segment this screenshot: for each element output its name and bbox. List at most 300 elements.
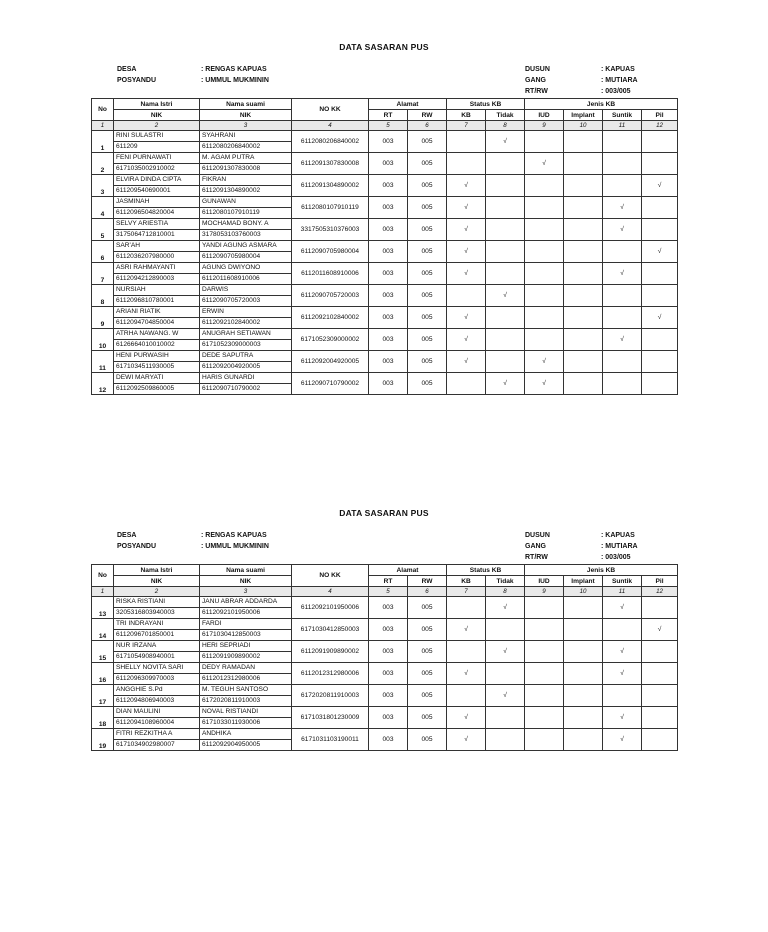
table-row	[92, 707, 678, 718]
nik-istri: 6171034902980007	[114, 740, 200, 751]
rw-value: 005	[408, 641, 447, 663]
rw-value: 005	[408, 263, 447, 285]
row-number: 2	[92, 153, 114, 175]
col-number: 6	[408, 121, 447, 131]
implant-check	[564, 175, 603, 197]
gang-label: GANG	[525, 77, 546, 84]
nik-suami: 6112090710790002	[200, 384, 292, 395]
nama-istri: ATRHA NAWANG. W	[114, 329, 200, 340]
nama-istri: FENI PURNAWATI	[114, 153, 200, 164]
table-row	[92, 329, 678, 340]
suntik-check: √	[603, 729, 642, 751]
table-row	[92, 241, 678, 252]
rtrw-label: RT/RW	[525, 554, 548, 561]
kb-check: √	[447, 329, 486, 351]
kb-check: √	[447, 619, 486, 641]
col-number: 11	[603, 587, 642, 597]
col-number: 10	[564, 587, 603, 597]
col-header-tidak: Tidak	[486, 576, 525, 587]
no-kk: 6112012312980006	[292, 663, 369, 685]
rtrw-value: : 003/005	[601, 88, 631, 95]
col-header-pil: Pil	[642, 576, 678, 587]
rw-value: 005	[408, 685, 447, 707]
nama-suami: HARIS GUNARDI	[200, 373, 292, 384]
suntik-check: √	[603, 707, 642, 729]
col-header-kb: KB	[447, 576, 486, 587]
nik-istri: 611209	[114, 142, 200, 153]
nik-suami: 6112012312980006	[200, 674, 292, 685]
rw-value: 005	[408, 285, 447, 307]
implant-check	[564, 153, 603, 175]
col-header-suntik: Suntik	[603, 576, 642, 587]
nik-suami: 6112090705720003	[200, 296, 292, 307]
kb-check: √	[447, 729, 486, 751]
rt-value: 003	[369, 241, 408, 263]
kb-check	[447, 685, 486, 707]
col-header-nama-istri: Nama Istri	[114, 99, 200, 110]
no-kk: 6171030412850003	[292, 619, 369, 641]
col-header-pil: Pil	[642, 110, 678, 121]
posyandu-label: POSYANDU	[117, 543, 157, 550]
info-left	[117, 64, 269, 86]
nama-suami: ERWIN	[200, 307, 292, 318]
tidak-check: √	[486, 641, 525, 663]
rw-value: 005	[408, 329, 447, 351]
col-number: 7	[447, 587, 486, 597]
desa-label: DESA	[117, 66, 137, 73]
pil-check	[642, 263, 678, 285]
tidak-check: √	[486, 597, 525, 619]
tidak-check	[486, 729, 525, 751]
kb-check: √	[447, 175, 486, 197]
row-number: 4	[92, 197, 114, 219]
suntik-check: √	[603, 597, 642, 619]
nama-istri: SHELLY NOVITA SARI	[114, 663, 200, 674]
tidak-check	[486, 619, 525, 641]
posyandu-value: : UMMUL MUKMININ	[201, 77, 269, 84]
nama-istri: RINI SULASTRI	[114, 131, 200, 142]
tidak-check	[486, 263, 525, 285]
pil-check	[642, 153, 678, 175]
nama-suami: JANU ABRAR ADDARDA	[200, 597, 292, 608]
implant-check	[564, 307, 603, 329]
nama-suami: DARWIS	[200, 285, 292, 296]
iud-check	[525, 263, 564, 285]
rt-value: 003	[369, 307, 408, 329]
row-number: 13	[92, 597, 114, 619]
nik-istri: 6171054908940001	[114, 652, 200, 663]
nama-suami: FARDI	[200, 619, 292, 630]
col-number: 12	[642, 121, 678, 131]
implant-check	[564, 285, 603, 307]
table-row	[92, 131, 678, 142]
col-header-nik-suami: NIK	[200, 110, 292, 121]
col-header-no-kk: NO KK	[292, 99, 369, 121]
table-row	[92, 175, 678, 186]
rw-value: 005	[408, 619, 447, 641]
nama-istri: TRI INDRAYANI	[114, 619, 200, 630]
dusun-label: DUSUN	[525, 532, 550, 539]
col-header-rw: RW	[408, 110, 447, 121]
no-kk: 6112080206840002	[292, 131, 369, 153]
desa-value: : RENGAS KAPUAS	[201, 532, 267, 539]
nama-istri: SAR'AH	[114, 241, 200, 252]
iud-check: √	[525, 153, 564, 175]
implant-check	[564, 329, 603, 351]
nik-istri: 3205316803940003	[114, 608, 200, 619]
desa-value: : RENGAS KAPUAS	[201, 66, 267, 73]
nik-istri: 6112096810780001	[114, 296, 200, 307]
col-header-alamat: Alamat	[369, 565, 447, 576]
rt-value: 003	[369, 685, 408, 707]
iud-check	[525, 175, 564, 197]
pil-check	[642, 351, 678, 373]
col-header-nama-suami: Nama suami	[200, 565, 292, 576]
rt-value: 003	[369, 263, 408, 285]
row-number: 17	[92, 685, 114, 707]
table-row	[92, 307, 678, 318]
table-row	[92, 285, 678, 296]
row-number: 12	[92, 373, 114, 395]
implant-check	[564, 685, 603, 707]
col-number: 3	[200, 587, 292, 597]
col-number: 8	[486, 587, 525, 597]
col-number: 3	[200, 121, 292, 131]
rt-value: 003	[369, 597, 408, 619]
tidak-check	[486, 307, 525, 329]
nik-istri: 3175064712810001	[114, 230, 200, 241]
nik-suami: 6112090705980004	[200, 252, 292, 263]
nik-suami: 6112092904950005	[200, 740, 292, 751]
pil-check: √	[642, 307, 678, 329]
iud-check	[525, 329, 564, 351]
implant-check	[564, 729, 603, 751]
dusun-label: DUSUN	[525, 66, 550, 73]
rw-value: 005	[408, 663, 447, 685]
pil-check	[642, 597, 678, 619]
tidak-check	[486, 707, 525, 729]
row-number: 6	[92, 241, 114, 263]
suntik-check	[603, 131, 642, 153]
iud-check	[525, 729, 564, 751]
rt-value: 003	[369, 175, 408, 197]
tidak-check	[486, 219, 525, 241]
table-row	[92, 641, 678, 652]
nik-istri: 611209540690001	[114, 186, 200, 197]
dusun-value: : KAPUAS	[601, 532, 635, 539]
iud-check	[525, 307, 564, 329]
col-header-nik-istri: NIK	[114, 110, 200, 121]
col-header-nik-suami: NIK	[200, 576, 292, 587]
posyandu-value: : UMMUL MUKMININ	[201, 543, 269, 550]
rw-value: 005	[408, 219, 447, 241]
nama-istri: HENI PURWASIH	[114, 351, 200, 362]
rw-value: 005	[408, 197, 447, 219]
nik-istri: 6112036207980000	[114, 252, 200, 263]
nik-istri: 6112094108960004	[114, 718, 200, 729]
col-header-iud: IUD	[525, 110, 564, 121]
row-number: 8	[92, 285, 114, 307]
suntik-check	[603, 685, 642, 707]
nama-suami: M. TEGUH SANTOSO	[200, 685, 292, 696]
row-number: 3	[92, 175, 114, 197]
rt-value: 003	[369, 641, 408, 663]
nik-suami: 6171030412850003	[200, 630, 292, 641]
nik-suami: 6112080107910119	[200, 208, 292, 219]
iud-check	[525, 619, 564, 641]
rw-value: 005	[408, 131, 447, 153]
nama-istri: FITRI REZKITHA A	[114, 729, 200, 740]
kb-check: √	[447, 663, 486, 685]
nama-istri: SELVY ARIESTIA	[114, 219, 200, 230]
row-number: 5	[92, 219, 114, 241]
col-header-rw: RW	[408, 576, 447, 587]
suntik-check: √	[603, 329, 642, 351]
iud-check	[525, 285, 564, 307]
no-kk: 6171031801230009	[292, 707, 369, 729]
nik-istri: 6112096309970003	[114, 674, 200, 685]
suntik-check: √	[603, 663, 642, 685]
nama-suami: NOVAL RISTIANDI	[200, 707, 292, 718]
kb-check	[447, 153, 486, 175]
pil-check: √	[642, 619, 678, 641]
nik-istri: 6126664010010002	[114, 340, 200, 351]
pil-check	[642, 197, 678, 219]
no-kk: 6171052309000002	[292, 329, 369, 351]
iud-check	[525, 663, 564, 685]
nama-istri: ARIANI RIATIK	[114, 307, 200, 318]
implant-check	[564, 597, 603, 619]
nik-suami: 6112080206840002	[200, 142, 292, 153]
col-number: 2	[114, 121, 200, 131]
kb-check	[447, 131, 486, 153]
nama-istri: ELVIRA DINDA CIPTA	[114, 175, 200, 186]
pil-check	[642, 663, 678, 685]
col-header-no: No	[92, 565, 114, 587]
col-header-status-kb: Status KB	[447, 565, 525, 576]
suntik-check	[603, 351, 642, 373]
kb-check	[447, 285, 486, 307]
gang-value: : MUTIARA	[601, 77, 638, 84]
col-header-no-kk: NO KK	[292, 565, 369, 587]
iud-check	[525, 707, 564, 729]
table-row	[92, 685, 678, 696]
col-number: 8	[486, 121, 525, 131]
tidak-check: √	[486, 685, 525, 707]
row-number: 18	[92, 707, 114, 729]
rw-value: 005	[408, 729, 447, 751]
row-number: 19	[92, 729, 114, 751]
nama-istri: NUR IRZANA	[114, 641, 200, 652]
implant-check	[564, 707, 603, 729]
suntik-check	[603, 175, 642, 197]
nik-suami: 6171052309000003	[200, 340, 292, 351]
rt-value: 003	[369, 663, 408, 685]
table-row	[92, 729, 678, 740]
table-row	[92, 597, 678, 608]
table-row	[92, 197, 678, 208]
kb-check: √	[447, 197, 486, 219]
implant-check	[564, 373, 603, 395]
implant-check	[564, 241, 603, 263]
nik-istri: 6112094704850004	[114, 318, 200, 329]
nama-suami: ANDHIKA	[200, 729, 292, 740]
tidak-check: √	[486, 131, 525, 153]
tidak-check	[486, 663, 525, 685]
rw-value: 005	[408, 153, 447, 175]
no-kk: 6112091909890002	[292, 641, 369, 663]
nama-istri: NURSIAH	[114, 285, 200, 296]
col-header-kb: KB	[447, 110, 486, 121]
nama-istri: ANGGHIE S.Pd	[114, 685, 200, 696]
col-number: 1	[92, 587, 114, 597]
nik-istri: 6171035002910002	[114, 164, 200, 175]
no-kk: 6112090710790002	[292, 373, 369, 395]
iud-check	[525, 597, 564, 619]
pil-check	[642, 641, 678, 663]
iud-check: √	[525, 373, 564, 395]
no-kk: 6112092101950006	[292, 597, 369, 619]
kb-check: √	[447, 351, 486, 373]
nama-suami: SYAHRANI	[200, 131, 292, 142]
kb-check	[447, 597, 486, 619]
nama-suami: DEDE SAPUTRA	[200, 351, 292, 362]
rt-value: 003	[369, 329, 408, 351]
implant-check	[564, 131, 603, 153]
col-number: 9	[525, 587, 564, 597]
col-header-nik-istri: NIK	[114, 576, 200, 587]
table-row	[92, 373, 678, 384]
iud-check	[525, 685, 564, 707]
table-row	[92, 263, 678, 274]
no-kk: 3317505310376003	[292, 219, 369, 241]
nik-suami: 6112092004920005	[200, 362, 292, 373]
col-header-alamat: Alamat	[369, 99, 447, 110]
no-kk: 6171031103190011	[292, 729, 369, 751]
iud-check	[525, 197, 564, 219]
nik-suami: 6112091909890002	[200, 652, 292, 663]
tidak-check: √	[486, 285, 525, 307]
nik-suami: 6112092101950006	[200, 608, 292, 619]
rt-value: 003	[369, 285, 408, 307]
pil-check: √	[642, 241, 678, 263]
tidak-check	[486, 329, 525, 351]
col-number: 2	[114, 587, 200, 597]
row-number: 1	[92, 131, 114, 153]
table-row	[92, 663, 678, 674]
nik-istri: 6112092509860005	[114, 384, 200, 395]
nama-suami: ANUGRAH SETIAWAN	[200, 329, 292, 340]
rw-value: 005	[408, 351, 447, 373]
nik-suami: 6112092102840002	[200, 318, 292, 329]
col-header-tidak: Tidak	[486, 110, 525, 121]
rt-value: 003	[369, 373, 408, 395]
rt-value: 003	[369, 153, 408, 175]
rt-value: 003	[369, 729, 408, 751]
col-header-no: No	[92, 99, 114, 121]
rtrw-value: : 003/005	[601, 554, 631, 561]
tidak-check: √	[486, 373, 525, 395]
nama-suami: DEDY RAMADAN	[200, 663, 292, 674]
implant-check	[564, 197, 603, 219]
nik-istri: 6112096701850001	[114, 630, 200, 641]
col-header-nama-istri: Nama Istri	[114, 565, 200, 576]
no-kk: 6112090705720003	[292, 285, 369, 307]
gang-label: GANG	[525, 543, 546, 550]
nama-istri: ASRI RAHMAYANTI	[114, 263, 200, 274]
kb-check: √	[447, 263, 486, 285]
info-left	[117, 530, 269, 552]
rt-value: 003	[369, 219, 408, 241]
rtrw-label: RT/RW	[525, 88, 548, 95]
tidak-check	[486, 175, 525, 197]
pil-check: √	[642, 175, 678, 197]
col-number: 6	[408, 587, 447, 597]
col-header-iud: IUD	[525, 576, 564, 587]
row-number: 16	[92, 663, 114, 685]
nik-istri: 6112094212890003	[114, 274, 200, 285]
nik-suami: 3178053103760003	[200, 230, 292, 241]
info-right	[525, 64, 638, 97]
pil-check	[642, 131, 678, 153]
table-row	[92, 219, 678, 230]
nik-suami: 6112091304890002	[200, 186, 292, 197]
col-number: 10	[564, 121, 603, 131]
no-kk: 6112091307830008	[292, 153, 369, 175]
gang-value: : MUTIARA	[601, 543, 638, 550]
page-title: DATA SASARAN PUS	[339, 508, 429, 518]
rw-value: 005	[408, 597, 447, 619]
dusun-value: : KAPUAS	[601, 66, 635, 73]
pil-check	[642, 707, 678, 729]
no-kk: 6112092004920005	[292, 351, 369, 373]
nama-suami: FIKRAN	[200, 175, 292, 186]
no-kk: 6112091304890002	[292, 175, 369, 197]
suntik-check	[603, 373, 642, 395]
nik-istri: 6112096504820004	[114, 208, 200, 219]
iud-check	[525, 219, 564, 241]
iud-check: √	[525, 351, 564, 373]
implant-check	[564, 263, 603, 285]
pil-check	[642, 373, 678, 395]
tidak-check	[486, 153, 525, 175]
nama-suami: AGUNG DWIYONO	[200, 263, 292, 274]
col-header-implant: Implant	[564, 110, 603, 121]
nik-suami: 6112091307830008	[200, 164, 292, 175]
col-header-suntik: Suntik	[603, 110, 642, 121]
implant-check	[564, 641, 603, 663]
iud-check	[525, 241, 564, 263]
rt-value: 003	[369, 197, 408, 219]
posyandu-label: POSYANDU	[117, 77, 157, 84]
row-number: 7	[92, 263, 114, 285]
nik-istri: 6112094806940003	[114, 696, 200, 707]
suntik-check	[603, 153, 642, 175]
col-header-nama-suami: Nama suami	[200, 99, 292, 110]
kb-check	[447, 373, 486, 395]
implant-check	[564, 351, 603, 373]
iud-check	[525, 131, 564, 153]
nama-istri: DIAN MAULINI	[114, 707, 200, 718]
nama-istri: JASMINAH	[114, 197, 200, 208]
implant-check	[564, 219, 603, 241]
nik-istri: 6171034511930005	[114, 362, 200, 373]
row-number: 14	[92, 619, 114, 641]
suntik-check: √	[603, 263, 642, 285]
info-right	[525, 530, 638, 563]
col-number: 11	[603, 121, 642, 131]
no-kk: 6112090705980004	[292, 241, 369, 263]
